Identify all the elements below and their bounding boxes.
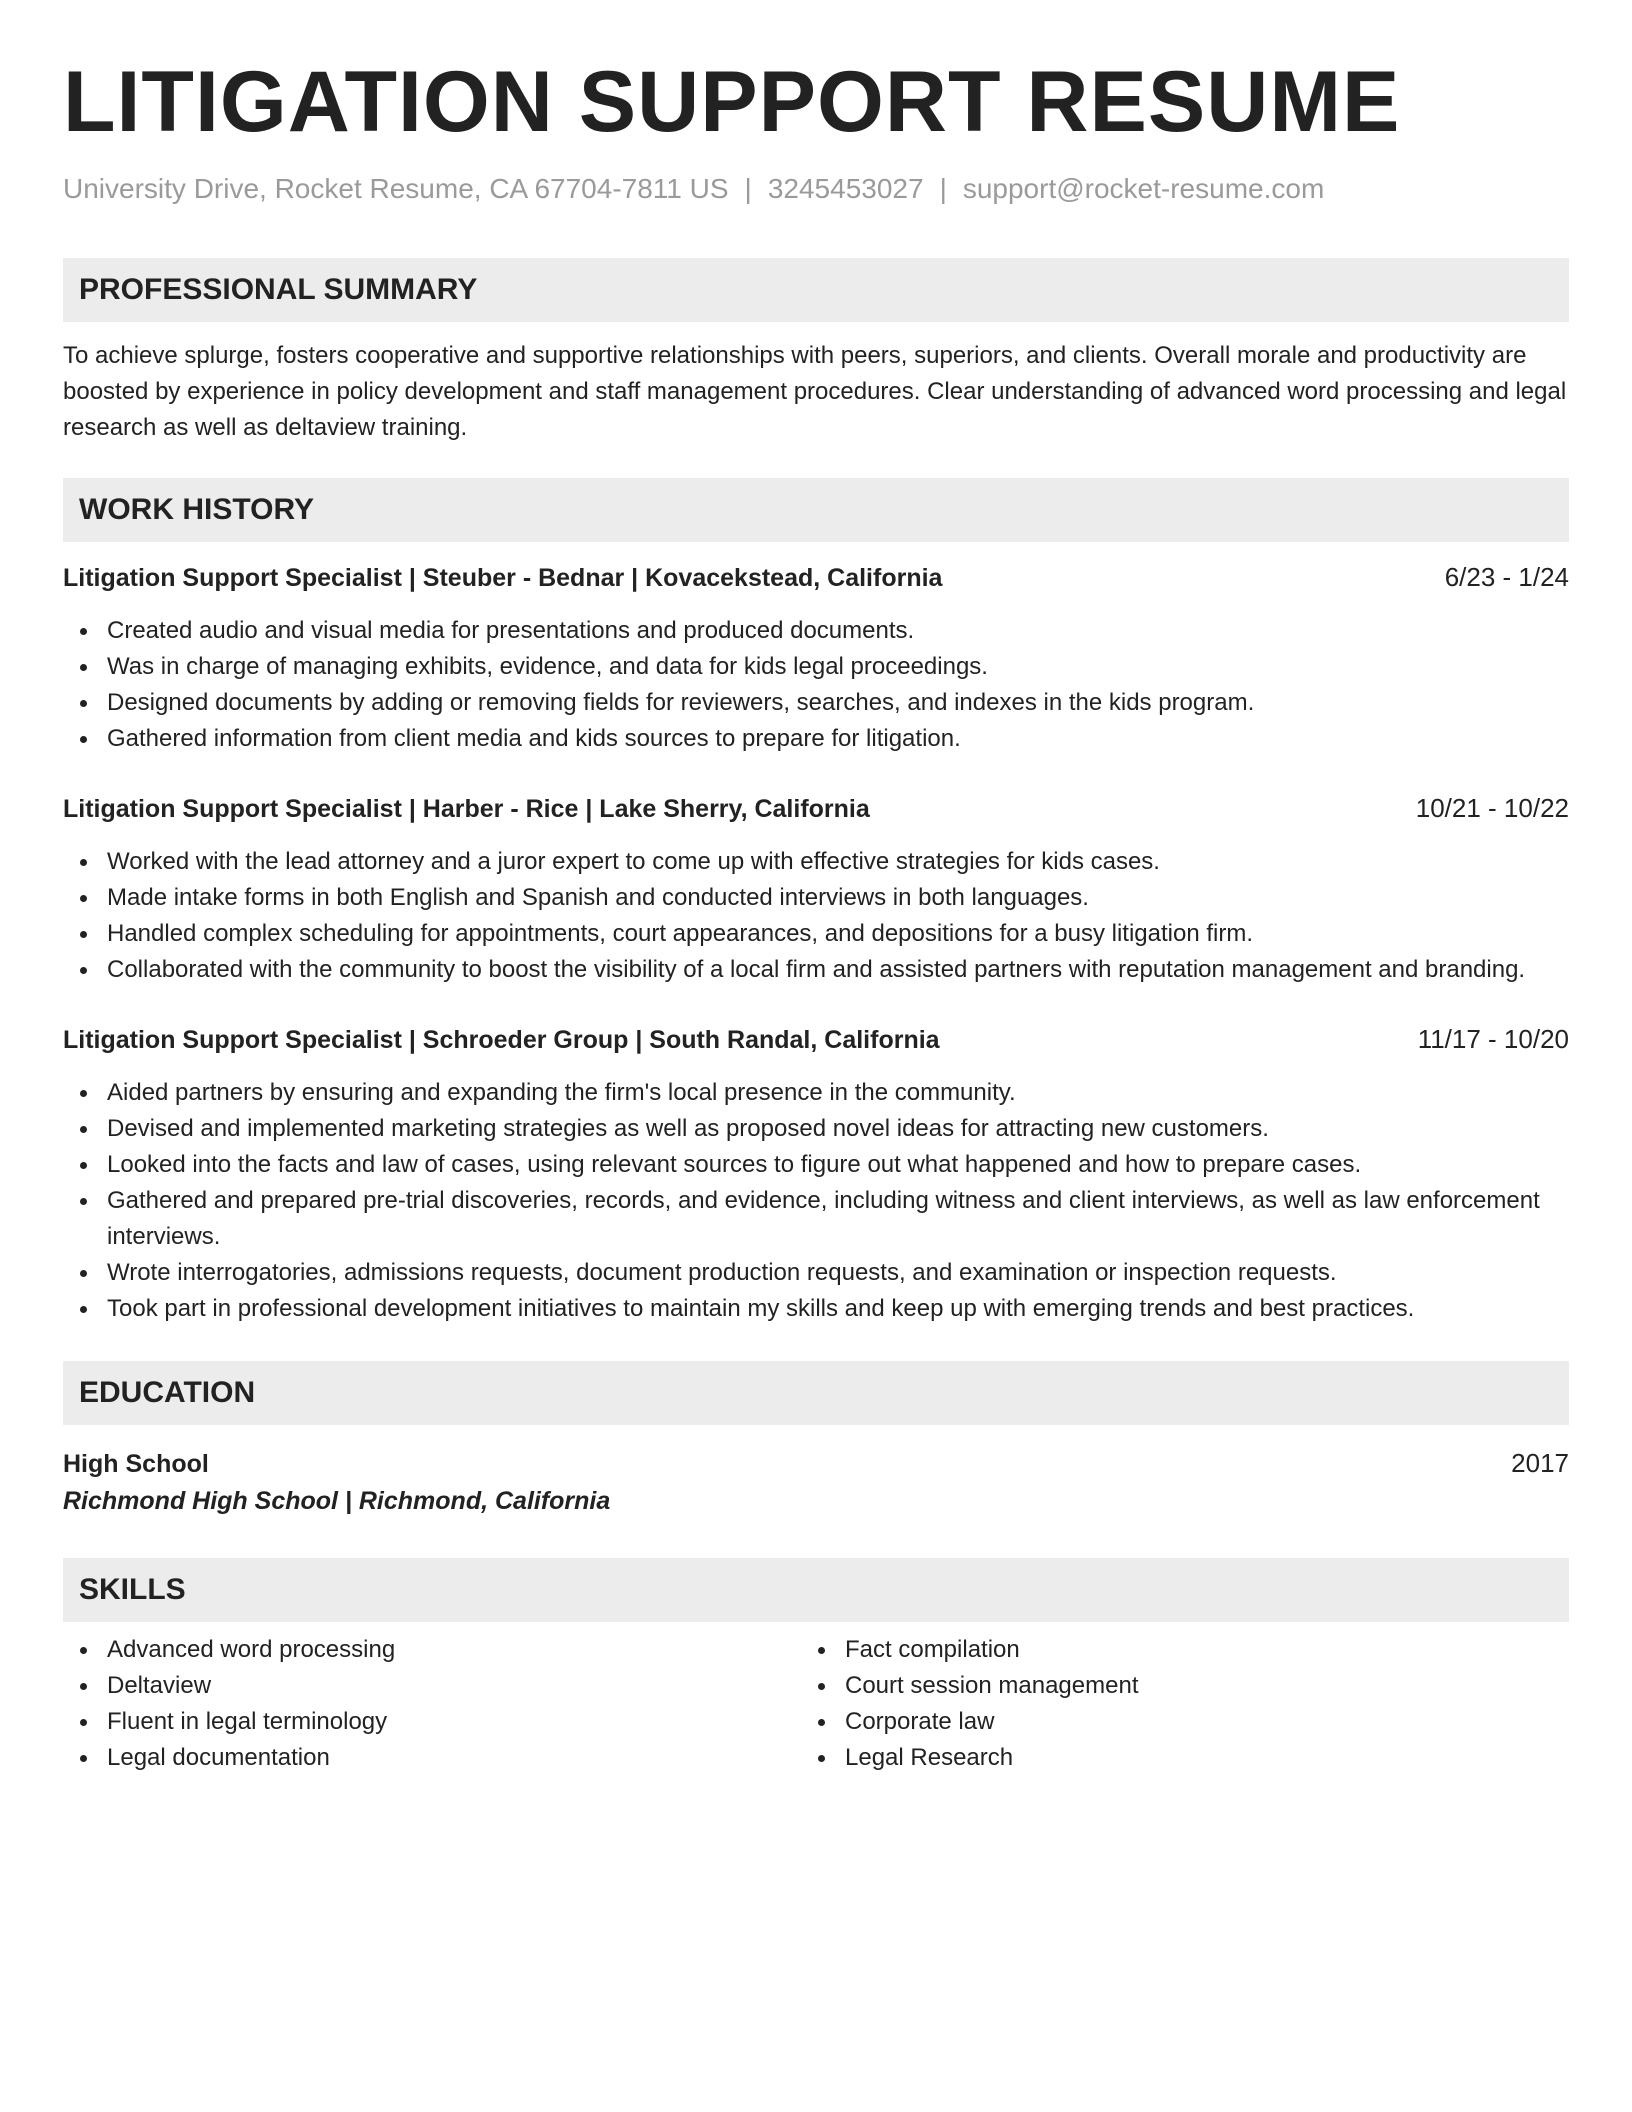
skill-text: Deltaview <box>107 1672 212 1699</box>
job-bullet <box>63 1111 1569 1147</box>
skills-list <box>63 1632 801 1776</box>
bullet-icon <box>80 1126 87 1133</box>
bullet-icon <box>80 1719 87 1726</box>
job-entry <box>63 560 1569 757</box>
skill-item <box>801 1740 1539 1776</box>
skill-text: Legal Research <box>845 1744 1014 1771</box>
bullet-text: Took part in professional development initiatives to maintain my skills and keep up with emerging trends and best practices. <box>107 1295 1415 1322</box>
contact-separator: | <box>939 173 947 204</box>
bullet-icon <box>80 931 87 938</box>
skills-list <box>801 1632 1539 1776</box>
skill-item <box>801 1632 1539 1668</box>
bullet-text: Created audio and visual media for presentations and produced documents. <box>107 617 915 644</box>
bullet-icon <box>80 700 87 707</box>
summary-heading: PROFESSIONAL SUMMARY <box>63 258 1569 322</box>
job-title: Litigation Support Specialist | Steuber - Bednar | Kovacekstead, California <box>63 564 943 592</box>
skill-item <box>63 1668 801 1704</box>
job-bullet <box>63 880 1569 916</box>
bullet-icon <box>80 736 87 743</box>
skill-item <box>63 1704 801 1740</box>
job-header <box>63 1022 1569 1057</box>
job-header <box>63 560 1569 595</box>
bullet-text: Aided partners by ensuring and expanding the firm's local presence in the community. <box>107 1079 1016 1106</box>
contact-address: University Drive, Rocket Resume, CA 67704-7811 US <box>63 173 729 204</box>
bullet-icon <box>80 1647 87 1654</box>
job-bullet <box>63 721 1569 757</box>
skill-text: Court session management <box>845 1672 1139 1699</box>
job-bullet <box>63 952 1569 988</box>
bullet-icon <box>80 1162 87 1169</box>
job-dates: 6/23 - 1/24 <box>1444 562 1569 592</box>
education-year: 2017 <box>1511 1448 1569 1478</box>
bullet-icon <box>818 1719 825 1726</box>
bullet-text: Designed documents by adding or removing fields for reviewers, searches, and indexes in the kids program. <box>107 689 1255 716</box>
job-bullet <box>63 649 1569 685</box>
education-heading: EDUCATION <box>63 1361 1569 1425</box>
bullet-text: Handled complex scheduling for appointments, court appearances, and depositions for a busy litigation firm. <box>107 920 1253 947</box>
contact-phone: 3245453027 <box>767 173 924 204</box>
job-title: Litigation Support Specialist | Harber - Rice | Lake Sherry, California <box>63 795 870 823</box>
bullet-icon <box>80 1683 87 1690</box>
job-entry <box>63 1022 1569 1327</box>
job-bullet <box>63 1147 1569 1183</box>
bullet-icon <box>80 967 87 974</box>
bullet-icon <box>80 1198 87 1205</box>
work-history-heading: WORK HISTORY <box>63 478 1569 542</box>
skills-grid <box>63 1632 1569 1776</box>
bullet-icon <box>80 1306 87 1313</box>
skill-item <box>801 1704 1539 1740</box>
bullet-icon <box>80 1270 87 1277</box>
bullet-icon <box>80 1755 87 1762</box>
job-bullet-list <box>63 613 1569 757</box>
skills-column-right <box>801 1632 1539 1776</box>
bullet-text: Was in charge of managing exhibits, evidence, and data for kids legal proceedings. <box>107 653 988 680</box>
bullet-icon <box>80 628 87 635</box>
bullet-text: Made intake forms in both English and Spanish and conducted interviews in both languages. <box>107 884 1089 911</box>
skill-item <box>801 1668 1539 1704</box>
job-bullet <box>63 916 1569 952</box>
bullet-text: Devised and implemented marketing strategies as well as proposed novel ideas for attracting new customers. <box>107 1115 1269 1142</box>
bullet-icon <box>80 895 87 902</box>
job-title: Litigation Support Specialist | Schroeder Group | South Randal, California <box>63 1026 940 1054</box>
job-bullet <box>63 1183 1569 1255</box>
job-bullet <box>63 685 1569 721</box>
contact-line <box>63 172 1569 206</box>
bullet-text: Worked with the lead attorney and a juror expert to come up with effective strategies for kids cases. <box>107 848 1160 875</box>
skills-heading: SKILLS <box>63 1558 1569 1622</box>
bullet-icon <box>80 1090 87 1097</box>
job-dates: 11/17 - 10/20 <box>1417 1024 1569 1054</box>
skill-text: Fact compilation <box>845 1636 1020 1663</box>
bullet-text: Collaborated with the community to boost the visibility of a local firm and assisted partners with reputation management and branding. <box>107 956 1526 983</box>
job-bullet <box>63 844 1569 880</box>
bullet-text: Gathered information from client media and kids sources to prepare for litigation. <box>107 725 961 752</box>
education-entry <box>63 1445 1569 1482</box>
bullet-text: Gathered and prepared pre-trial discoveries, records, and evidence, including witness and client interviews, as well as law enforcement interviews. <box>107 1187 1540 1250</box>
summary-text: To achieve splurge, fosters cooperative and supportive relationships with peers, superiors, and clients. Overall morale and productivity are boosted by experience in policy development and staff management procedures. Clear understanding of advanced word processing and legal research as well as deltaview training. <box>63 342 1567 441</box>
skill-text: Corporate law <box>845 1708 995 1735</box>
bullet-icon <box>80 664 87 671</box>
bullet-icon <box>818 1683 825 1690</box>
bullet-text: Looked into the facts and law of cases, using relevant sources to figure out what happened and how to prepare cases. <box>107 1151 1362 1178</box>
skill-text: Advanced word processing <box>107 1636 396 1663</box>
skill-item <box>63 1740 801 1776</box>
job-bullet-list <box>63 1075 1569 1327</box>
job-bullet <box>63 1075 1569 1111</box>
job-bullet <box>63 613 1569 649</box>
skill-text: Fluent in legal terminology <box>107 1708 388 1735</box>
skill-item <box>63 1632 801 1668</box>
job-header <box>63 791 1569 826</box>
bullet-icon <box>818 1647 825 1654</box>
bullet-icon <box>80 859 87 866</box>
bullet-icon <box>818 1755 825 1762</box>
job-bullet-list <box>63 844 1569 988</box>
job-bullet <box>63 1255 1569 1291</box>
contact-email: support@rocket-resume.com <box>962 173 1325 204</box>
resume-title: LITIGATION SUPPORT RESUME <box>63 54 1401 150</box>
job-bullet <box>63 1291 1569 1327</box>
bullet-text: Wrote interrogatories, admissions requests, document production requests, and examination or inspection requests. <box>107 1259 1337 1286</box>
education-school: Richmond High School | Richmond, California <box>63 1487 611 1515</box>
skill-text: Legal documentation <box>107 1744 330 1771</box>
job-entry <box>63 791 1569 988</box>
education-degree: High School <box>63 1450 209 1478</box>
contact-separator: | <box>744 173 752 204</box>
skills-column-left <box>63 1632 801 1776</box>
job-dates: 10/21 - 10/22 <box>1415 793 1569 823</box>
